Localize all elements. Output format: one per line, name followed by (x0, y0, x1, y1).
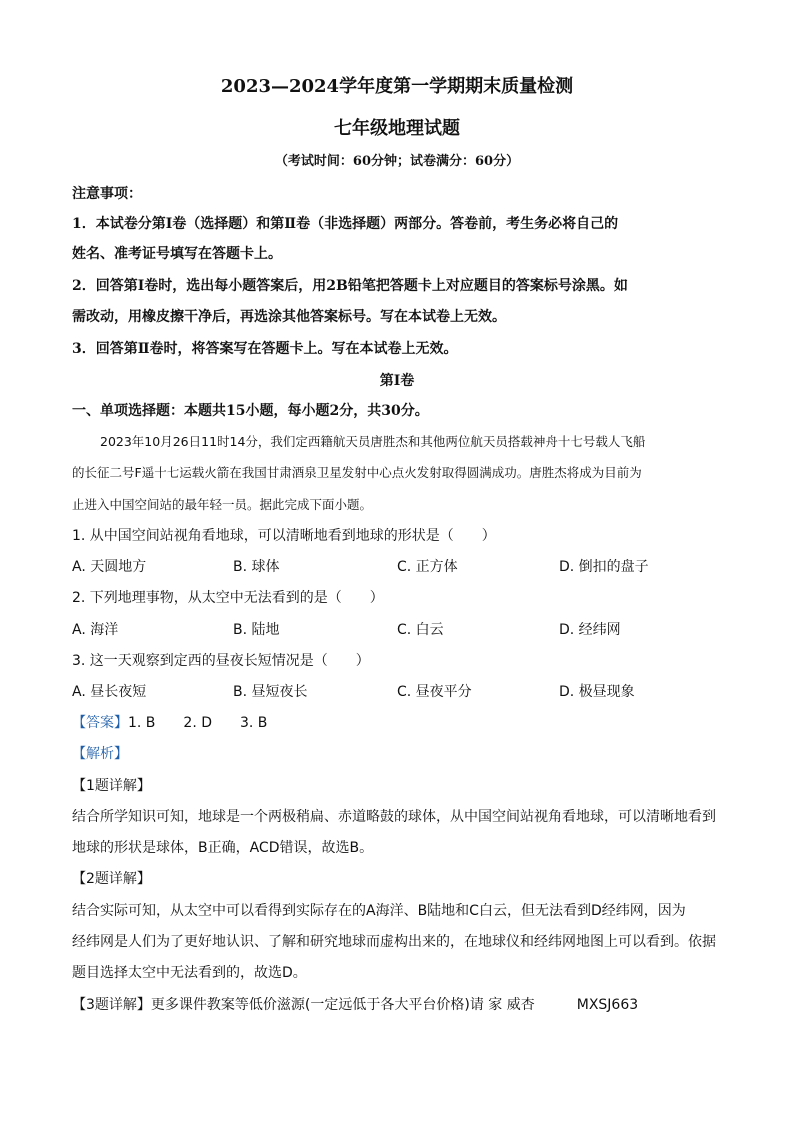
answer-line (72, 712, 267, 732)
question-stem: 3. 这一天观察到定西的昼夜长短情况是（ ） (72, 653, 370, 669)
section-heading: 一、单项选择题：本题共15小题，每小题2分，共30分。 (72, 403, 429, 419)
question-option: D. 倒扣的盘子 (559, 559, 649, 575)
q3-detail-line (72, 994, 638, 1014)
analysis-line: 结合实际可知，从太空中可以看得到实际存在的A海洋、B陆地和C白云，但无法看到D经纬网，因为 (72, 903, 686, 919)
exam-subtitle: 七年级地理试题 (334, 118, 460, 139)
analysis-line: 地球的形状是球体，B正确，ACD错误，故选B。 (72, 840, 374, 856)
answer-values: 1. B 2. D 3. B (128, 715, 268, 731)
q3-detail-label: 【3题详解】 (72, 997, 151, 1013)
question-option: A. 海洋 (72, 622, 119, 638)
exam-info: （考试时间：60分钟；试卷满分：60分） (274, 154, 520, 169)
question-stem: 1. 从中国空间站视角看地球，可以清晰地看到地球的形状是（ ） (72, 528, 496, 544)
question-option: B. 陆地 (233, 622, 280, 638)
note-line: 需改动，用橡皮擦干净后，再选涂其他答案标号。写在本试卷上无效。 (72, 309, 506, 325)
analysis-label: 【解析】 (72, 746, 128, 762)
exam-title: 2023—2024学年度第一学期期末质量检测 (220, 76, 574, 97)
q1-detail-label: 【1题详解】 (72, 778, 151, 794)
note-line: 姓名、准考证号填写在答题卡上。 (72, 246, 282, 262)
passage-line: 2023年10月26日11时14分，我们定西籍航天员唐胜杰和其他两位航天员搭载神舟十七号载人飞船 (100, 434, 646, 449)
note-line: 2．回答第Ⅰ卷时，选出每小题答案后，用2B铅笔把答题卡上对应题目的答案标号涂黑。如 (72, 278, 628, 294)
question-option: C. 白云 (397, 622, 444, 638)
question-option: C. 昼夜平分 (397, 684, 472, 700)
question-stem: 2. 下列地理事物，从太空中无法看到的是（ ） (72, 590, 384, 606)
analysis-line: 结合所学知识可知，地球是一个两极稍扁、赤道略鼓的球体，从中国空间站视角看地球，可以清晰地看到 (72, 809, 716, 825)
note-line: 1．本试卷分第Ⅰ卷（选择题）和第Ⅱ卷（非选择题）两部分。答卷前，考生务必将自己的 (72, 216, 619, 232)
notes-heading: 注意事项： (72, 186, 142, 202)
question-option: B. 昼短夜长 (233, 684, 308, 700)
question-option: D. 极昼现象 (559, 684, 635, 700)
volume-heading: 第Ⅰ卷 (379, 373, 415, 389)
analysis-line: 经纬网是人们为了更好地认识、了解和研究地球而虚构出来的，在地球仪和经纬网地图上可以看到。依据 (72, 934, 716, 950)
note-line: 3．回答第Ⅱ卷时，将答案写在答题卡上。写在本试卷上无效。 (72, 341, 458, 357)
q3-detail-text: 更多课件教案等低价滋源(一定远低于各大平台价格)请 家 威杏 MXSJ663 (150, 997, 639, 1013)
passage-line: 的长征二号F遥十七运载火箭在我国甘肃酒泉卫星发射中心点火发射取得圆满成功。唐胜杰将成为目前为 (72, 465, 642, 480)
question-option: D. 经纬网 (559, 622, 621, 638)
question-option: B. 球体 (233, 559, 280, 575)
analysis-line: 题目选择太空中无法看到的，故选D。 (72, 965, 307, 981)
answer-label: 【答案】 (72, 715, 128, 731)
question-option: A. 天圆地方 (72, 559, 147, 575)
q2-detail-label: 【2题详解】 (72, 871, 151, 887)
question-option: A. 昼长夜短 (72, 684, 147, 700)
passage-line: 止进入中国空间站的最年轻一员。据此完成下面小题。 (72, 497, 373, 512)
question-option: C. 正方体 (397, 559, 458, 575)
